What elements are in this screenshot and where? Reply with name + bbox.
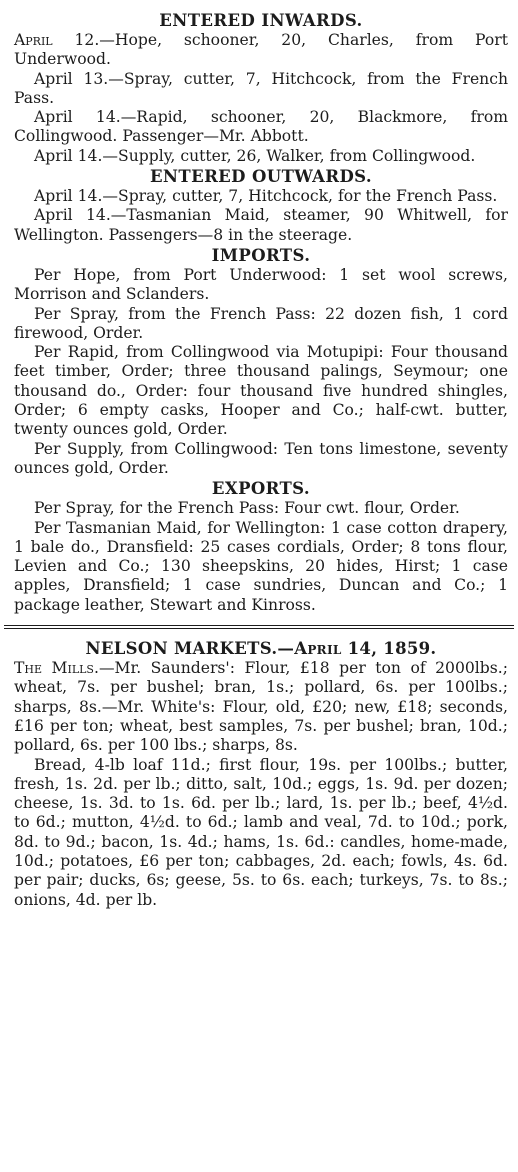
- imports-entry: Per Rapid, from Collingwood via Motupipi: Four thousand feet timber, Order; three thousand palings, Seymour; one thousand do., Order: four thousand five hundred shingles, Order; 6 empty casks, Hooper and Co.; half-cwt. butter, twenty ounces gold, Order.: [14, 343, 508, 439]
- imports-heading: IMPORTS.: [211, 245, 311, 265]
- inwards-entry: [14, 31, 508, 70]
- imports-entry: Per Supply, from Collingwood: Ten tons limestone, seventy ounces gold, Order.: [14, 439, 508, 477]
- imports-entry: Per Hope, from Port Underwood: 1 set wool screws, Morrison and Sclanders.: [14, 265, 508, 304]
- entered-inwards-heading: ENTERED INWARDS.: [159, 11, 363, 30]
- markets-title: NELSON MARKETS.—: [85, 639, 295, 659]
- section-divider: [4, 625, 514, 629]
- markets-date: April 14, 1859.: [294, 639, 437, 659]
- exports-heading: EXPORTS.: [211, 479, 311, 499]
- exports-entry: Per Spray, for the French Pass: Four cwt. flour, Order.: [34, 499, 460, 518]
- exports-entry: Per Tasmanian Maid, for Wellington: 1 case cotton drapery, 1 bale do., Dransfield: 25 cases cordials, Order; 8 tons flour, Levien and Co.; 130 sheepskins, 20 hides, Hirst; 1 case apples, Dransfield; 1 case sundries, Duncan and Co.; 1 package leather, Stewart and Kinross.: [14, 518, 508, 614]
- inwards-entry: April 13.—Spray, cutter, 7, Hitchcock, from the French Pass.: [14, 69, 508, 107]
- inwards-entry: April 14.—Supply, cutter, 26, Walker, from Collingwood.: [34, 146, 476, 165]
- outwards-entry: April 14.—Tasmanian Maid, steamer, 90 Whitwell, for Wellington. Passengers—8 in the steerage.: [14, 206, 508, 244]
- inwards-entry-lead: April: [14, 31, 53, 49]
- entered-outwards-heading: ENTERED OUTWARDS.: [149, 167, 373, 187]
- mills-text: —Mr. Saunders': Flour, £18 per ton of 2000lbs.; wheat, 7s. per bushel; bran, 1s.; pollard, 6s. per 100lbs.; sharps, 8s.—Mr. White's: Flour, old, £20; new, £18; seconds, £16 per ton; wheat, best samples, 7s. per bushel; bran, 10d.; pollard, 6s. per 100 lbs.; sharps, 8s.: [14, 659, 508, 755]
- inwards-entry-text: 12.—Hope, schooner, 20, Charles, from Port Underwood.: [14, 31, 508, 69]
- outwards-entry: April 14.—Spray, cutter, 7, Hitchcock, for the French Pass.: [34, 187, 498, 206]
- markets-heading: [14, 638, 508, 659]
- imports-entry: Per Spray, from the French Pass: 22 dozen fish, 1 cord firewood, Order.: [14, 304, 508, 342]
- inwards-entry: April 14.—Rapid, schooner, 20, Blackmore, from Collingwood. Passenger—Mr. Abbott.: [14, 108, 508, 146]
- markets-provisions-paragraph: Bread, 4-lb loaf 11d.; first flour, 19s. per 100lbs.; butter, fresh, 1s. 2d. per lb.; ditto, salt, 10d.; eggs, 1s. 9d. per dozen; cheese, 1s. 3d. to 1s. 6d. per lb.; lard, 1s. per lb.; beef, 4½d. to 6d.; mutton, 4½d. to 6d.; lamb and veal, 7d. to 10d.; pork, 8d. to 9d.; bacon, 1s. 4d.; hams, 1s. 6d.: candles, home-made, 10d.; potatoes, £6 per ton; cabbages, 2d. each; fowls, 4s. 6d. per pair; ducks, 6s; geese, 5s. to 6s. each; turkeys, 7s. to 8s.; onions, 4d. per lb.: [14, 755, 508, 909]
- mills-lead: The Mills.: [14, 659, 99, 678]
- markets-mills-paragraph: [14, 659, 508, 755]
